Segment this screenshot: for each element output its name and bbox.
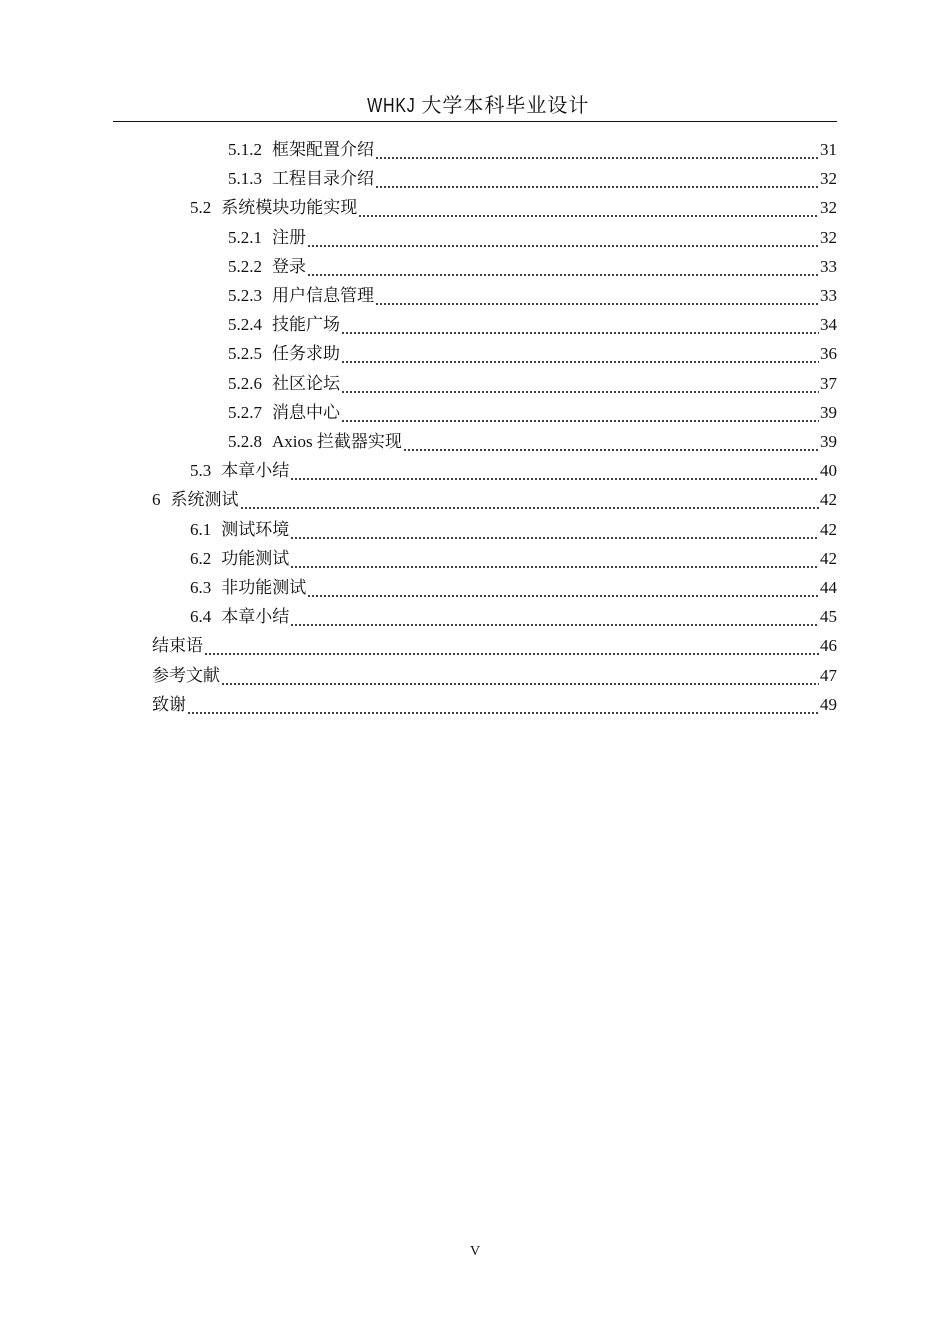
toc-entry[interactable] [190, 193, 837, 222]
toc-entry-number: 5.2.7 [228, 402, 262, 422]
toc-entry-page: 49 [820, 694, 837, 714]
toc-dot-leader [187, 690, 819, 719]
toc-entry-number: 5.2.3 [228, 286, 262, 305]
toc-entry-page: 46 [820, 636, 837, 656]
toc-dot-leader [290, 456, 819, 485]
toc-entry-number: 6.4 [190, 607, 212, 627]
toc-entry[interactable] [228, 339, 837, 368]
toc-entry[interactable] [228, 310, 837, 339]
toc-entry[interactable] [190, 515, 837, 544]
toc-dot-leader [204, 631, 819, 660]
toc-entry-page: 39 [820, 432, 837, 451]
toc-entry-page: 34 [820, 315, 837, 335]
toc-entry[interactable] [228, 252, 837, 281]
toc-dot-leader [375, 281, 819, 310]
toc-entry[interactable] [228, 164, 837, 193]
toc-entry-page: 33 [820, 256, 837, 276]
toc-entry-number: 5.3 [190, 461, 212, 481]
toc-entry-number: 5.2 [190, 198, 212, 218]
toc-entry-title: 框架配置介绍 [272, 140, 374, 159]
toc-entry[interactable] [228, 369, 837, 398]
toc-entry-number: 5.2.5 [228, 344, 262, 364]
toc-entry[interactable] [228, 281, 837, 310]
toc-entry-title: 系统测试 [170, 490, 239, 510]
toc-entry[interactable] [152, 661, 837, 690]
toc-entry-number: 6.2 [190, 548, 212, 568]
toc-entry[interactable] [190, 602, 837, 631]
toc-entry-page: 42 [820, 548, 837, 568]
toc-entry-page: 39 [820, 402, 837, 422]
toc-dot-leader [290, 544, 819, 573]
toc-dot-leader [307, 573, 819, 602]
toc-entry-page: 32 [820, 198, 837, 218]
toc-entry[interactable] [228, 427, 837, 456]
toc-entry-title: 技能广场 [272, 315, 340, 335]
toc-entry-page: 31 [820, 140, 837, 159]
toc-entry-title: 参考文献 [152, 665, 220, 685]
toc-entry-title: 本章小结 [221, 461, 290, 481]
toc-entry-page: 45 [820, 607, 837, 627]
toc-entry-title: 消息中心 [272, 402, 340, 422]
toc-entry-title: 致谢 [152, 694, 186, 714]
toc-entry-title: Axios 拦截器实现 [272, 432, 402, 451]
toc-entry[interactable] [190, 544, 837, 573]
toc-entry-number: 5.2.8 [228, 432, 262, 451]
toc-entry-number: 6.3 [190, 578, 212, 597]
toc-entry-title: 本章小结 [221, 607, 290, 627]
header-rule [113, 121, 837, 122]
toc-entry[interactable] [152, 485, 837, 514]
toc-entry-page: 47 [820, 665, 837, 685]
toc-dot-leader [290, 515, 819, 544]
toc-dot-leader [221, 661, 819, 690]
toc-entry[interactable] [228, 135, 837, 164]
toc-entry-page: 32 [820, 227, 837, 247]
toc-entry[interactable] [190, 456, 837, 485]
toc-entry-title: 用户信息管理 [272, 286, 374, 305]
toc-entry[interactable] [190, 573, 837, 602]
toc-dot-leader [290, 602, 819, 631]
toc-dot-leader [375, 164, 819, 193]
toc-dot-leader [307, 252, 819, 281]
toc-entry-number: 5.1.3 [228, 169, 262, 189]
toc-entry-page: 32 [820, 169, 837, 189]
toc-entry-number: 6 [152, 490, 161, 510]
toc-entry-number: 5.2.4 [228, 315, 262, 335]
toc-entry-title: 结束语 [152, 636, 203, 656]
toc-entry-title: 非功能测试 [221, 578, 307, 597]
toc-entry-title: 社区论坛 [272, 373, 340, 393]
page-number: V [469, 1244, 481, 1259]
toc-entry-title: 登录 [272, 256, 306, 276]
toc-dot-leader [341, 339, 819, 368]
toc-entry-page: 36 [820, 344, 837, 364]
toc-dot-leader [341, 310, 819, 339]
toc-entry[interactable] [228, 398, 837, 427]
page-header-title [0, 94, 950, 118]
toc-entry[interactable] [228, 223, 837, 252]
toc-entry-page: 40 [820, 461, 837, 481]
toc-dot-leader [240, 485, 820, 514]
toc-dot-leader [403, 427, 819, 456]
toc-entry-title: 系统模块功能实现 [221, 198, 358, 218]
toc-entry-number: 5.2.2 [228, 256, 262, 276]
toc-entry-page: 42 [820, 490, 837, 510]
toc-entry-title: 功能测试 [221, 548, 290, 568]
header-title-cn: 大学本科毕业设计 [421, 95, 590, 117]
toc-entry-number: 5.1.2 [228, 140, 262, 159]
toc-entry-page: 44 [820, 578, 837, 597]
toc-dot-leader [307, 223, 819, 252]
toc-entry-page: 37 [820, 373, 837, 393]
toc-entry-number: 5.2.1 [228, 227, 262, 247]
toc-entry-title: 注册 [272, 227, 306, 247]
toc-dot-leader [341, 369, 819, 398]
toc-entry-number: 6.1 [190, 519, 212, 539]
toc-entry-page: 42 [820, 519, 837, 539]
toc-entry[interactable] [152, 631, 837, 660]
toc-dot-leader [358, 193, 819, 222]
toc-entry-number: 5.2.6 [228, 373, 262, 393]
toc-entry-title: 工程目录介绍 [272, 169, 374, 189]
toc-entry-title: 任务求助 [272, 344, 340, 364]
toc-entry[interactable] [152, 690, 837, 719]
toc-dot-leader [341, 398, 819, 427]
toc-entry-title: 测试环境 [221, 519, 290, 539]
header-title-latin: WHKJ [366, 95, 416, 117]
toc-entry-page: 33 [820, 286, 837, 305]
toc-dot-leader [375, 135, 819, 164]
